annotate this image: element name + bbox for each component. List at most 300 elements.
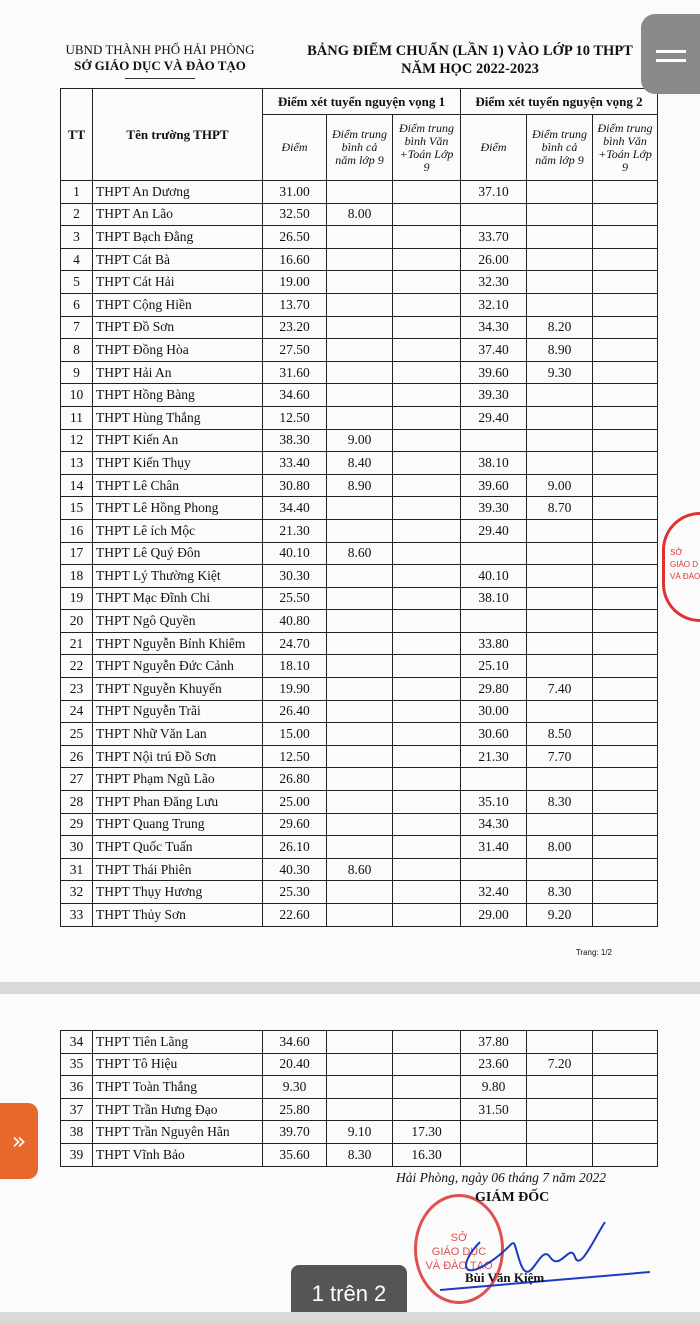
nv1-avg-lit-math bbox=[393, 226, 461, 249]
row-number: 33 bbox=[61, 904, 93, 927]
nv2-avg-year bbox=[527, 655, 593, 678]
row-number: 14 bbox=[61, 474, 93, 497]
school-name: THPT Nguyễn Đức Cảnh bbox=[93, 655, 263, 678]
school-name: THPT Nhữ Văn Lan bbox=[93, 723, 263, 746]
nv2-avg-year bbox=[527, 587, 593, 610]
nv2-score: 26.00 bbox=[461, 248, 527, 271]
nv2-avg-lit-math bbox=[593, 1121, 658, 1144]
table-row bbox=[61, 565, 658, 588]
row-number: 16 bbox=[61, 519, 93, 542]
nv2-score: 38.10 bbox=[461, 587, 527, 610]
row-number: 36 bbox=[61, 1076, 93, 1099]
row-number: 30 bbox=[61, 836, 93, 859]
nv2-avg-year: 8.30 bbox=[527, 791, 593, 814]
nv1-score: 30.80 bbox=[263, 474, 327, 497]
nv1-score: 25.00 bbox=[263, 791, 327, 814]
school-name: THPT Toàn Thắng bbox=[93, 1076, 263, 1099]
row-number: 35 bbox=[61, 1053, 93, 1076]
table-row bbox=[61, 768, 658, 791]
nv1-avg-lit-math bbox=[393, 293, 461, 316]
nv1-score: 35.60 bbox=[263, 1143, 327, 1166]
issuing-organization bbox=[60, 42, 260, 79]
nv1-avg-lit-math bbox=[393, 858, 461, 881]
header-tb-nv1: Điểm trung bình cả năm lớp 9 bbox=[327, 115, 393, 181]
nv1-score: 19.90 bbox=[263, 678, 327, 701]
nv1-avg-year: 8.00 bbox=[327, 203, 393, 226]
header-diem-nv2: Điểm bbox=[461, 115, 527, 181]
nv1-avg-lit-math: 16.30 bbox=[393, 1143, 461, 1166]
nv2-score: 29.00 bbox=[461, 904, 527, 927]
nv2-avg-lit-math bbox=[593, 1076, 658, 1099]
row-number: 28 bbox=[61, 791, 93, 814]
table-row bbox=[61, 1031, 658, 1054]
nv1-score: 26.40 bbox=[263, 700, 327, 723]
row-number: 18 bbox=[61, 565, 93, 588]
page-number: Trang: 1/2 bbox=[575, 948, 612, 957]
nv1-avg-lit-math bbox=[393, 474, 461, 497]
nv2-avg-lit-math bbox=[593, 248, 658, 271]
nv2-score: 33.80 bbox=[461, 632, 527, 655]
nv1-avg-year: 9.00 bbox=[327, 429, 393, 452]
nv1-avg-year bbox=[327, 881, 393, 904]
nv2-avg-year: 8.20 bbox=[527, 316, 593, 339]
nv1-score: 34.60 bbox=[263, 384, 327, 407]
table-row bbox=[61, 1143, 658, 1166]
nv2-avg-year: 9.00 bbox=[527, 474, 593, 497]
nv2-avg-lit-math bbox=[593, 655, 658, 678]
scores-table bbox=[60, 88, 658, 927]
nv2-avg-lit-math bbox=[593, 723, 658, 746]
nv2-score: 32.10 bbox=[461, 293, 527, 316]
school-name: THPT Hải An bbox=[93, 361, 263, 384]
row-number: 11 bbox=[61, 406, 93, 429]
table-row bbox=[61, 519, 658, 542]
nv1-score: 9.30 bbox=[263, 1076, 327, 1099]
page-indicator: 1 trên 2 bbox=[291, 1265, 407, 1312]
nv1-score: 26.80 bbox=[263, 768, 327, 791]
nv1-avg-lit-math bbox=[393, 361, 461, 384]
nv2-avg-year bbox=[527, 768, 593, 791]
nv2-score: 33.70 bbox=[461, 226, 527, 249]
nv1-avg-year bbox=[327, 587, 393, 610]
nv1-avg-year bbox=[327, 655, 393, 678]
school-name: THPT Cộng Hiền bbox=[93, 293, 263, 316]
nv1-avg-lit-math bbox=[393, 836, 461, 859]
stamp-partial: SỞ GIÁO D VÀ ĐÀO bbox=[662, 512, 700, 622]
nv1-avg-year bbox=[327, 632, 393, 655]
nv2-score: 32.40 bbox=[461, 881, 527, 904]
school-name: THPT Thái Phiên bbox=[93, 858, 263, 881]
nv1-avg-year: 8.60 bbox=[327, 858, 393, 881]
nv2-avg-lit-math bbox=[593, 293, 658, 316]
school-name: THPT Quốc Tuấn bbox=[93, 836, 263, 859]
table-row bbox=[61, 587, 658, 610]
school-name: THPT Lê Quý Đôn bbox=[93, 542, 263, 565]
scores-table-continued bbox=[60, 1030, 658, 1167]
nv1-score: 30.30 bbox=[263, 565, 327, 588]
nv1-avg-year bbox=[327, 406, 393, 429]
row-number: 32 bbox=[61, 881, 93, 904]
row-number: 26 bbox=[61, 745, 93, 768]
nv2-score: 23.60 bbox=[461, 1053, 527, 1076]
table-row bbox=[61, 632, 658, 655]
nv2-avg-lit-math bbox=[593, 678, 658, 701]
org-line-2: SỞ GIÁO DỤC VÀ ĐÀO TẠO bbox=[74, 58, 246, 73]
nv1-avg-lit-math bbox=[393, 813, 461, 836]
nv1-avg-lit-math bbox=[393, 700, 461, 723]
nv1-avg-lit-math bbox=[393, 248, 461, 271]
nv1-avg-lit-math bbox=[393, 655, 461, 678]
nv2-avg-year bbox=[527, 542, 593, 565]
nv1-avg-lit-math bbox=[393, 1076, 461, 1099]
nv1-score: 31.60 bbox=[263, 361, 327, 384]
school-name: THPT Tô Hiệu bbox=[93, 1053, 263, 1076]
nv1-score: 25.80 bbox=[263, 1098, 327, 1121]
school-name: THPT Thụy Hương bbox=[93, 881, 263, 904]
nv2-score: 39.30 bbox=[461, 497, 527, 520]
nv2-score: 29.80 bbox=[461, 678, 527, 701]
nv1-avg-year bbox=[327, 768, 393, 791]
row-number: 3 bbox=[61, 226, 93, 249]
nv2-avg-year bbox=[527, 248, 593, 271]
next-page-button[interactable]: » bbox=[0, 1103, 38, 1179]
nv2-score: 38.10 bbox=[461, 452, 527, 475]
school-name: THPT Hồng Bàng bbox=[93, 384, 263, 407]
nv1-avg-lit-math bbox=[393, 610, 461, 633]
nv1-score: 40.80 bbox=[263, 610, 327, 633]
nv2-avg-lit-math bbox=[593, 587, 658, 610]
nv2-avg-year bbox=[527, 293, 593, 316]
nv1-avg-lit-math bbox=[393, 768, 461, 791]
row-number: 27 bbox=[61, 768, 93, 791]
nv1-avg-year: 8.40 bbox=[327, 452, 393, 475]
nv2-avg-lit-math bbox=[593, 881, 658, 904]
table-row bbox=[61, 904, 658, 927]
hamburger-icon bbox=[641, 14, 700, 62]
official-stamp: SỞ GIÁO DỤC VÀ ĐÀO TẠO bbox=[414, 1194, 504, 1304]
school-name: THPT Kiến Thụy bbox=[93, 452, 263, 475]
school-name: THPT Trần Nguyên Hãn bbox=[93, 1121, 263, 1144]
row-number: 23 bbox=[61, 678, 93, 701]
school-name: THPT Kiến An bbox=[93, 429, 263, 452]
nv2-avg-lit-math bbox=[593, 406, 658, 429]
school-name: THPT Bạch Đằng bbox=[93, 226, 263, 249]
nv1-score: 39.70 bbox=[263, 1121, 327, 1144]
table-row bbox=[61, 474, 658, 497]
school-name: THPT Lý Thường Kiệt bbox=[93, 565, 263, 588]
nv2-avg-year bbox=[527, 1031, 593, 1054]
nv2-score bbox=[461, 858, 527, 881]
table-row bbox=[61, 429, 658, 452]
nv1-avg-year bbox=[327, 226, 393, 249]
nv1-avg-lit-math bbox=[393, 632, 461, 655]
nv1-avg-lit-math bbox=[393, 384, 461, 407]
row-number: 8 bbox=[61, 339, 93, 362]
table-row bbox=[61, 361, 658, 384]
row-number: 1 bbox=[61, 181, 93, 204]
nv2-score: 40.10 bbox=[461, 565, 527, 588]
school-name: THPT Lê ích Mộc bbox=[93, 519, 263, 542]
nv2-avg-lit-math bbox=[593, 384, 658, 407]
menu-button[interactable] bbox=[641, 14, 700, 94]
row-number: 2 bbox=[61, 203, 93, 226]
nv1-score: 16.60 bbox=[263, 248, 327, 271]
table-row bbox=[61, 1098, 658, 1121]
nv1-avg-year bbox=[327, 700, 393, 723]
nv1-avg-lit-math bbox=[393, 904, 461, 927]
nv2-avg-lit-math bbox=[593, 632, 658, 655]
divider bbox=[125, 78, 195, 79]
nv1-avg-lit-math bbox=[393, 429, 461, 452]
table-row bbox=[61, 384, 658, 407]
nv1-avg-year: 9.10 bbox=[327, 1121, 393, 1144]
nv1-score: 34.40 bbox=[263, 497, 327, 520]
nv1-avg-year bbox=[327, 1076, 393, 1099]
nv1-avg-year bbox=[327, 565, 393, 588]
nv2-avg-year bbox=[527, 452, 593, 475]
table-row bbox=[61, 497, 658, 520]
nv2-score: 39.60 bbox=[461, 361, 527, 384]
nv1-avg-year: 8.30 bbox=[327, 1143, 393, 1166]
signer-role: GIÁM ĐỐC bbox=[475, 1190, 550, 1205]
row-number: 34 bbox=[61, 1031, 93, 1054]
table-row bbox=[61, 203, 658, 226]
nv2-score: 25.10 bbox=[461, 655, 527, 678]
nv2-score: 31.40 bbox=[461, 836, 527, 859]
row-number: 6 bbox=[61, 293, 93, 316]
school-name: THPT Đồ Sơn bbox=[93, 316, 263, 339]
nv1-avg-year: 8.90 bbox=[327, 474, 393, 497]
nv1-avg-year bbox=[327, 791, 393, 814]
nv1-avg-year bbox=[327, 384, 393, 407]
nv1-avg-lit-math bbox=[393, 497, 461, 520]
row-number: 15 bbox=[61, 497, 93, 520]
table-row bbox=[61, 723, 658, 746]
school-name: THPT Nguyễn Khuyến bbox=[93, 678, 263, 701]
nv2-avg-lit-math bbox=[593, 497, 658, 520]
nv2-avg-lit-math bbox=[593, 1031, 658, 1054]
table-row bbox=[61, 316, 658, 339]
nv2-score bbox=[461, 1121, 527, 1144]
nv2-score: 37.40 bbox=[461, 339, 527, 362]
nv2-avg-year: 9.30 bbox=[527, 361, 593, 384]
table-row bbox=[61, 293, 658, 316]
place-date: Hải Phòng, ngày 06 tháng 7 năm 2022 bbox=[396, 1170, 606, 1185]
nv1-avg-year bbox=[327, 1053, 393, 1076]
nv2-avg-year bbox=[527, 1121, 593, 1144]
nv1-score: 34.60 bbox=[263, 1031, 327, 1054]
nv2-avg-year bbox=[527, 406, 593, 429]
nv2-avg-lit-math bbox=[593, 519, 658, 542]
nv1-avg-lit-math bbox=[393, 271, 461, 294]
nv2-score: 31.50 bbox=[461, 1098, 527, 1121]
nv2-avg-lit-math bbox=[593, 904, 658, 927]
nv1-avg-year bbox=[327, 610, 393, 633]
nv2-avg-year bbox=[527, 203, 593, 226]
nv1-score: 15.00 bbox=[263, 723, 327, 746]
nv1-avg-year bbox=[327, 904, 393, 927]
nv1-score: 13.70 bbox=[263, 293, 327, 316]
school-name: THPT Thủy Sơn bbox=[93, 904, 263, 927]
nv1-avg-year bbox=[327, 339, 393, 362]
nv2-score: 37.80 bbox=[461, 1031, 527, 1054]
nv2-avg-lit-math bbox=[593, 791, 658, 814]
nv1-score: 31.00 bbox=[263, 181, 327, 204]
nv1-avg-lit-math bbox=[393, 723, 461, 746]
org-line-1: UBND THÀNH PHỐ HẢI PHÒNG bbox=[65, 42, 255, 57]
row-number: 22 bbox=[61, 655, 93, 678]
nv2-score: 34.30 bbox=[461, 316, 527, 339]
nv1-score: 26.50 bbox=[263, 226, 327, 249]
nv1-avg-lit-math bbox=[393, 406, 461, 429]
nv2-score: 37.10 bbox=[461, 181, 527, 204]
nv1-score: 20.40 bbox=[263, 1053, 327, 1076]
header-vt-nv1: Điểm trung bình Văn +Toán Lớp 9 bbox=[393, 115, 461, 181]
nv1-avg-lit-math bbox=[393, 745, 461, 768]
nv1-score: 25.50 bbox=[263, 587, 327, 610]
nv2-score: 21.30 bbox=[461, 745, 527, 768]
school-name: THPT Phạm Ngũ Lão bbox=[93, 768, 263, 791]
nv2-avg-lit-math bbox=[593, 858, 658, 881]
nv1-score: 33.40 bbox=[263, 452, 327, 475]
table-row bbox=[61, 791, 658, 814]
nv2-score: 39.60 bbox=[461, 474, 527, 497]
nv2-score: 29.40 bbox=[461, 406, 527, 429]
table-row bbox=[61, 881, 658, 904]
header-tb-nv2: Điểm trung bình cả năm lớp 9 bbox=[527, 115, 593, 181]
school-name: THPT Đồng Hòa bbox=[93, 339, 263, 362]
nv2-avg-year bbox=[527, 271, 593, 294]
header-group-nv2: Điểm xét tuyển nguyện vọng 2 bbox=[461, 89, 658, 115]
school-name: THPT Lê Hồng Phong bbox=[93, 497, 263, 520]
nv1-avg-year bbox=[327, 678, 393, 701]
nv2-avg-year bbox=[527, 429, 593, 452]
nv2-avg-year bbox=[527, 1098, 593, 1121]
nv2-avg-lit-math bbox=[593, 813, 658, 836]
nv2-avg-lit-math bbox=[593, 745, 658, 768]
table-row bbox=[61, 745, 658, 768]
row-number: 39 bbox=[61, 1143, 93, 1166]
row-number: 20 bbox=[61, 610, 93, 633]
school-name: THPT Cát Hải bbox=[93, 271, 263, 294]
nv1-score: 24.70 bbox=[263, 632, 327, 655]
table-row bbox=[61, 700, 658, 723]
nv2-avg-lit-math bbox=[593, 226, 658, 249]
row-number: 37 bbox=[61, 1098, 93, 1121]
nv1-avg-lit-math bbox=[393, 1053, 461, 1076]
nv1-score: 21.30 bbox=[263, 519, 327, 542]
nv1-avg-year bbox=[327, 497, 393, 520]
nv2-avg-lit-math bbox=[593, 316, 658, 339]
nv1-avg-year bbox=[327, 248, 393, 271]
nv2-avg-year: 7.20 bbox=[527, 1053, 593, 1076]
nv1-avg-year bbox=[327, 723, 393, 746]
nv1-score: 32.50 bbox=[263, 203, 327, 226]
nv2-score bbox=[461, 1143, 527, 1166]
table-row bbox=[61, 678, 658, 701]
nv1-avg-year bbox=[327, 1031, 393, 1054]
nv2-avg-year: 7.40 bbox=[527, 678, 593, 701]
nv1-avg-lit-math: 17.30 bbox=[393, 1121, 461, 1144]
table-row bbox=[61, 452, 658, 475]
row-number: 5 bbox=[61, 271, 93, 294]
row-number: 29 bbox=[61, 813, 93, 836]
row-number: 7 bbox=[61, 316, 93, 339]
school-name: THPT Tiên Lãng bbox=[93, 1031, 263, 1054]
row-number: 21 bbox=[61, 632, 93, 655]
nv1-avg-year bbox=[327, 813, 393, 836]
handwritten-signature bbox=[420, 1202, 700, 1292]
nv2-avg-year: 8.50 bbox=[527, 723, 593, 746]
nv2-avg-lit-math bbox=[593, 836, 658, 859]
nv2-avg-lit-math bbox=[593, 1143, 658, 1166]
nv2-score bbox=[461, 542, 527, 565]
nv2-avg-year: 8.00 bbox=[527, 836, 593, 859]
nv1-avg-lit-math bbox=[393, 181, 461, 204]
nv2-avg-year: 9.20 bbox=[527, 904, 593, 927]
header-group-nv1: Điểm xét tuyển nguyện vọng 1 bbox=[263, 89, 461, 115]
nv2-avg-lit-math bbox=[593, 542, 658, 565]
row-number: 24 bbox=[61, 700, 93, 723]
row-number: 25 bbox=[61, 723, 93, 746]
nv1-avg-lit-math bbox=[393, 452, 461, 475]
row-number: 4 bbox=[61, 248, 93, 271]
row-number: 19 bbox=[61, 587, 93, 610]
nv2-avg-lit-math bbox=[593, 203, 658, 226]
nv1-avg-lit-math bbox=[393, 881, 461, 904]
school-name: THPT Nội trú Đồ Sơn bbox=[93, 745, 263, 768]
nv2-score bbox=[461, 203, 527, 226]
nv1-avg-lit-math bbox=[393, 1031, 461, 1054]
nv1-avg-lit-math bbox=[393, 542, 461, 565]
table-row bbox=[61, 1121, 658, 1144]
row-number: 38 bbox=[61, 1121, 93, 1144]
nv1-score: 29.60 bbox=[263, 813, 327, 836]
title-line-2: NĂM HỌC 2022-2023 bbox=[401, 61, 539, 77]
nv1-score: 22.60 bbox=[263, 904, 327, 927]
nv2-avg-year bbox=[527, 226, 593, 249]
table-row bbox=[61, 836, 658, 859]
nv1-avg-year bbox=[327, 293, 393, 316]
table-row bbox=[61, 1076, 658, 1099]
row-number: 13 bbox=[61, 452, 93, 475]
school-name: THPT Nguyễn Bỉnh Khiêm bbox=[93, 632, 263, 655]
table-row bbox=[61, 339, 658, 362]
nv1-score: 40.30 bbox=[263, 858, 327, 881]
school-name: THPT Cát Bà bbox=[93, 248, 263, 271]
nv2-avg-year bbox=[527, 700, 593, 723]
nv1-avg-year bbox=[327, 271, 393, 294]
header-school-name: Tên trường THPT bbox=[93, 89, 263, 181]
nv1-avg-lit-math bbox=[393, 565, 461, 588]
nv2-score: 30.60 bbox=[461, 723, 527, 746]
nv1-score: 26.10 bbox=[263, 836, 327, 859]
school-name: THPT Trần Hưng Đạo bbox=[93, 1098, 263, 1121]
document-title bbox=[290, 42, 650, 78]
nv2-score: 29.40 bbox=[461, 519, 527, 542]
nv2-avg-year bbox=[527, 610, 593, 633]
nv1-score: 12.50 bbox=[263, 406, 327, 429]
nv2-avg-year bbox=[527, 384, 593, 407]
row-number: 12 bbox=[61, 429, 93, 452]
nv2-avg-lit-math bbox=[593, 429, 658, 452]
nv1-avg-year bbox=[327, 519, 393, 542]
nv1-avg-year bbox=[327, 361, 393, 384]
nv1-score: 19.00 bbox=[263, 271, 327, 294]
nv2-avg-lit-math bbox=[593, 474, 658, 497]
row-number: 31 bbox=[61, 858, 93, 881]
nv2-score bbox=[461, 768, 527, 791]
